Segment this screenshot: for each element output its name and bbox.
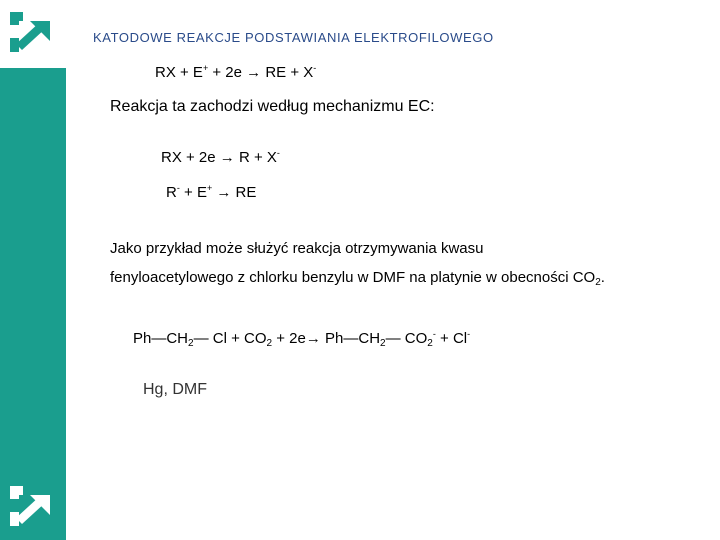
example-reaction-equation: $Ph—CH_2—$ $Cl + CO_2 + 2e\to$ $Ph—CH_2—$ $CO_2^- + Cl^-$: [133, 329, 471, 349]
overall-equation: RX + E+ + 2e → RE + X-: [155, 63, 317, 81]
arrow-logo-icon: [6, 482, 54, 530]
mechanism-step-2: R- + E+ → RE: [166, 183, 257, 201]
example-text-line-2: fenyloacetylowego z chlorku benzylu w DMF na platynie w obecności $CO_2$.: [110, 269, 605, 288]
reaction-conditions: Hg, DMF: [143, 381, 207, 398]
slide-title: KATODOWE REAKCJE PODSTAWIANIA ELEKTROFILOWEGO: [93, 30, 494, 45]
mechanism-step-1: RX + 2e → R + X-: [161, 148, 280, 166]
sidebar: [0, 0, 66, 540]
arrow-logo-icon: [6, 8, 54, 56]
sidebar-color-bar: [0, 68, 66, 540]
mechanism-intro: Reakcja ta zachodzi według mechanizmu EC:: [110, 98, 435, 115]
example-text-line-1: Jako przykład może służyć reakcja otrzymywania kwasu: [110, 240, 484, 257]
